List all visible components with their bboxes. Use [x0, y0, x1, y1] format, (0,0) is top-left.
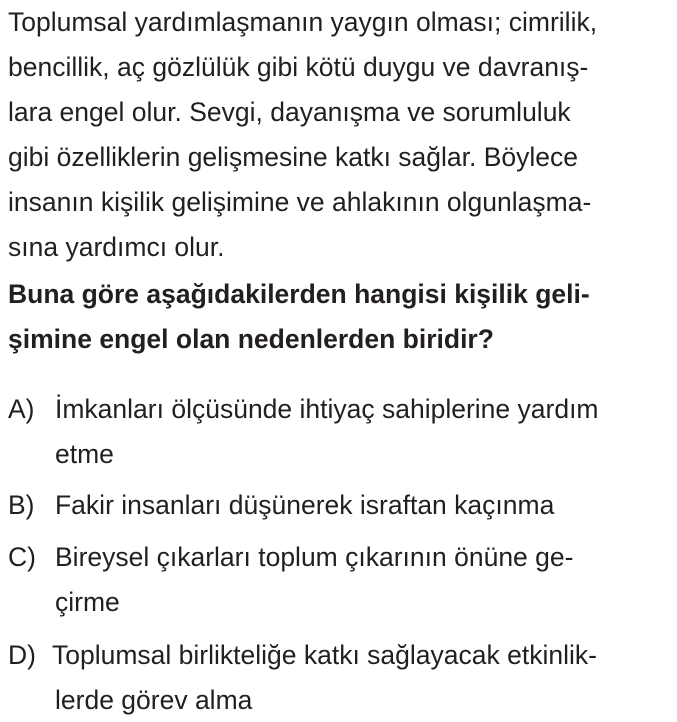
passage-line: lara engel olur. Sevgi, dayanışma ve sorumluluk	[8, 97, 571, 127]
option-text-line: İmkanları ölçüsünde ihtiyaç sahiplerine yardım	[55, 394, 599, 424]
option-text-line: çirme	[55, 587, 120, 617]
option-letter: A)	[8, 394, 35, 424]
passage-line: gibi özelliklerin gelişmesine katkı sağlar. Böylece	[8, 142, 579, 172]
option-letter: D)	[8, 640, 36, 670]
question-line: şimine engel olan nedenlerden biridir?	[8, 324, 494, 354]
option-text-line: etme	[55, 439, 114, 469]
passage-line: sına yardımcı olur.	[8, 232, 225, 262]
passage-line: bencillik, aç gözlülük gibi kötü duygu ve davranış-	[8, 52, 589, 82]
passage-line: Toplumsal yardımlaşmanın yaygın olması; cimrilik,	[8, 7, 598, 37]
question-line: Buna göre aşağıdakilerden hangisi kişilik geli-	[8, 279, 590, 309]
option-text-line: Toplumsal birlikteliğe katkı sağlayacak etkinlik-	[52, 640, 597, 670]
option-text-line: Fakir insanları düşünerek israftan kaçınma	[55, 490, 555, 520]
option-letter: B)	[8, 490, 35, 520]
option-text-line: Bireysel çıkarları toplum çıkarının önüne ge-	[55, 542, 574, 572]
option-text-line: lerde görev alma	[55, 685, 253, 715]
option-letter: C)	[8, 542, 36, 572]
passage-line: insanın kişilik gelişimine ve ahlakının olgunlaşma-	[8, 187, 592, 217]
